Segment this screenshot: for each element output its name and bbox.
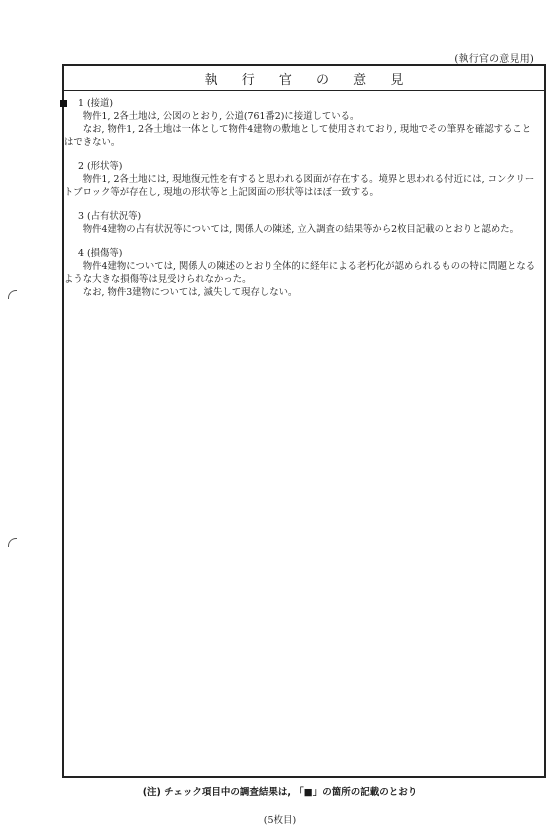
- section-damage: [64, 247, 538, 299]
- section-heading-text: 4 (損傷等): [78, 248, 123, 259]
- checked-square-icon: [60, 100, 67, 107]
- section-heading-text: 2 (形状等): [78, 161, 123, 172]
- checklist-footnote: (注) チェック項目中の調査結果は, 「■」の箇所の記載のとおり: [142, 787, 418, 798]
- section-heading: [64, 210, 538, 223]
- section-access: [64, 97, 538, 149]
- section-heading: [64, 247, 538, 260]
- section-occupancy: [64, 210, 538, 236]
- section-heading: [64, 97, 538, 110]
- paragraph: なお, 物件1, 2各土地は一体として物件4建物の敷地として使用されており, 現地でその筆界を確認することはできない。: [64, 124, 532, 148]
- binding-mark-lower: [8, 538, 17, 547]
- form-type-label: (執行官の意見用): [454, 54, 534, 65]
- section-shape: [64, 160, 538, 199]
- opinion-body: [64, 91, 544, 299]
- paragraph: 物件4建物の占有状況等については, 関係人の陳述, 立入調査の結果等から2枚目記載のとおりと認めた。: [82, 224, 519, 235]
- opinion-frame: [62, 64, 546, 778]
- binding-mark-upper: [8, 290, 17, 299]
- paragraph: 物件4建物については, 関係人の陳述のとおり全体的に経年による老朽化が認められるものの特に問題となるような大きな損傷等は見受けられなかった。: [64, 261, 536, 285]
- paragraph: 物件1, 2各土地は, 公図のとおり, 公道(761番2)に接道している。: [82, 111, 360, 122]
- title-bar: [64, 66, 544, 91]
- paragraph: なお, 物件3建物については, 滅失して現存しない。: [82, 287, 298, 298]
- document-title: 執 行 官 の 意 見: [204, 72, 414, 88]
- paragraph: 物件1, 2各土地には, 現地復元性を有すると思われる図面が存在する。境界と思われる付近には, コンクリートブロック等が存在し, 現地の形状等と上記図面の形状等はほぼ一致する。: [64, 174, 535, 198]
- section-heading: [64, 160, 538, 173]
- section-heading-text: 3 (占有状況等): [78, 211, 142, 222]
- page-number: (5枚目): [263, 815, 297, 826]
- section-heading-text: 1 (接道): [78, 98, 114, 109]
